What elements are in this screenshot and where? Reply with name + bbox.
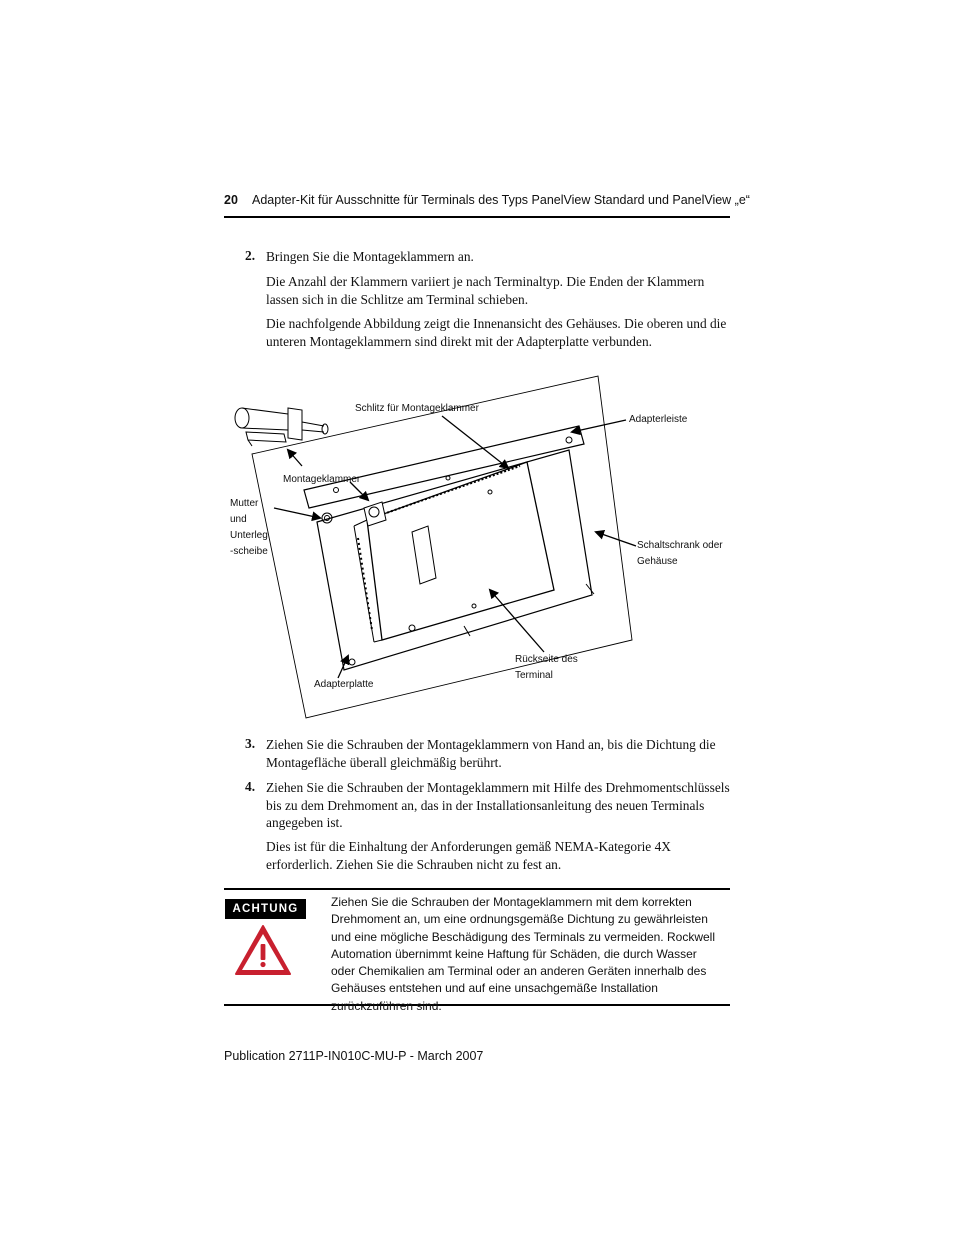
label-clamp: Montageklammer xyxy=(283,474,361,485)
step-2-title: Bringen Sie die Montageklammern an. xyxy=(266,249,474,264)
label-terminal-back-line-1: Rückseite des xyxy=(515,654,578,665)
page-header xyxy=(224,190,750,218)
arrow-clamp-detail xyxy=(288,450,302,466)
attention-box xyxy=(224,888,730,1013)
page-number: 20 xyxy=(224,193,238,207)
step-4-number: 4. xyxy=(245,779,256,794)
label-cabinet-line-2: Gehäuse xyxy=(637,556,678,567)
step-2-paragraph-2: Die nachfolgende Abbildung zeigt die Innenansicht des Gehäuses. Die oberen und die unteren Montageklammern sind direkt mit der Adapterplatte verbunden. xyxy=(266,316,727,349)
label-terminal-back-line-2: Terminal xyxy=(515,670,553,681)
step-3-title: Ziehen Sie die Schrauben der Montageklammern von Hand an, bis die Dichtung die Montagefläche überall gleichmäßig berührt. xyxy=(266,737,716,770)
attention-badge: ACHTUNG xyxy=(225,899,306,919)
step-4-title: Ziehen Sie die Schrauben der Montageklammern mit Hilfe des Drehmomentschlüssels bis zu dem Drehmoment an, das in der Installationsanleitung des neuen Terminals angegeben ist. xyxy=(266,780,730,830)
arrow-cabinet xyxy=(596,532,636,546)
label-nut-line-1: Mutter xyxy=(230,498,259,509)
label-adapter-bar: Adapterleiste xyxy=(629,414,688,425)
step-4-paragraph-1: Dies ist für die Einhaltung der Anforderungen gemäß NEMA-Kategorie 4X erforderlich. Ziehen Sie die Schrauben nicht zu fest an. xyxy=(266,839,671,872)
label-slot: Schlitz für Montageklammer xyxy=(355,403,479,414)
installation-figure xyxy=(224,370,730,722)
step-2-number: 2. xyxy=(245,248,256,263)
arrow-nut xyxy=(274,508,320,518)
label-nut-line-3: Unterleg xyxy=(230,530,268,541)
arrow-adapter-bar xyxy=(572,420,626,432)
publication-footer: Publication 2711P-IN010C-MU-P - March 2007 xyxy=(224,1049,484,1063)
warning-triangle-icon xyxy=(234,924,292,976)
step-3-number: 3. xyxy=(245,736,256,751)
step-2-paragraph-1: Die Anzahl der Klammern variiert je nach Terminaltyp. Die Enden der Klammern lassen sich in die Schlitze am Terminal schieben. xyxy=(266,274,705,307)
label-cabinet-line-1: Schaltschrank oder xyxy=(637,540,723,551)
attention-text: Ziehen Sie die Schrauben der Montageklammern mit dem korrekten Drehmoment an, um eine ordnungsgemäße Dichtung zu gewährleisten und eine mögliche Beschädigung des Terminals zu vermeiden. Rockwell Automation übernimmt keine Haftung für Schäden, die durch Wasser oder Chemikalien am Terminal oder an anderen Geräten innerhalb des Gehäuses entstehen und auf eine unsachgemäße Installation zurückzuführen sind. xyxy=(331,895,715,1013)
label-nut-line-2: und xyxy=(230,514,247,525)
label-nut-line-4: -scheibe xyxy=(230,546,268,557)
header-title: Adapter-Kit für Ausschnitte für Terminals des Typs PanelView Standard und PanelView „e“ xyxy=(252,193,750,207)
label-adapter-plate: Adapterplatte xyxy=(314,679,374,690)
